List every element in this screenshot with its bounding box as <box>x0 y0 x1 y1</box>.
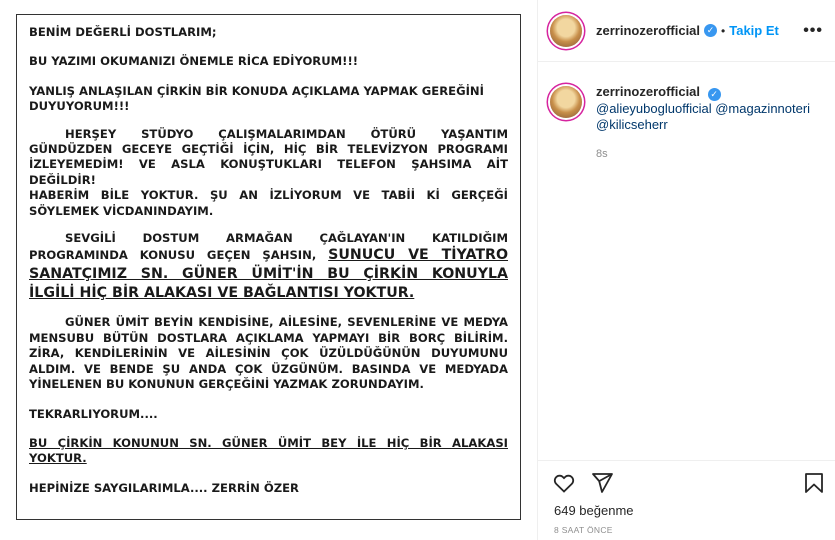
doc-line: YOKTUR. <box>29 451 87 466</box>
doc-line: TEKRARLIYORUM.... <box>29 406 158 421</box>
doc-line: DUYUYORUM!!! <box>29 99 130 114</box>
paper-plane-icon[interactable] <box>590 471 614 495</box>
doc-line: HABERİM BİLE YOKTUR. ŞU AN İZLİYORUM VE TABİİ Kİ GERÇEĞİ <box>29 188 508 203</box>
more-options-icon[interactable]: ••• <box>803 22 823 39</box>
doc-line: SÖYLEMEK VİCDANINDAYIM. <box>29 203 214 218</box>
doc-line: İZLEYEMEDİM! VE ASLA KONUŞTUKLARI TELEFON ŞAHSIMA AİT DEĞİLDİR! <box>29 157 508 187</box>
doc-line <box>29 246 508 265</box>
doc-highlight: SUNUCU VE TİYATRO <box>328 247 509 264</box>
doc-line: BENİM DEĞERLİ DOSTLARIM; <box>29 25 217 39</box>
caption-text <box>596 84 810 133</box>
username-link[interactable]: zerrinozerofficial <box>596 23 701 38</box>
doc-text: PROGRAMINDA KONUSU GEÇEN ŞAHSIN, <box>29 248 329 263</box>
doc-line: GÜNDÜZDEN GECEYE GEÇTİĞİ İÇİN, HİÇ BİR TELEVİZYON PROGRAMI <box>29 142 508 157</box>
doc-line: YANLIŞ ANLAŞILAN ÇİRKİN BİR KONUDA AÇIKLAMA YAPMAK GEREĞİNİ <box>29 83 484 98</box>
statement-document <box>16 14 521 520</box>
doc-line: BU ÇİRKİN KONUNUN SN. GÜNER ÜMİT BEY İLE HİÇ BİR ALAKASI <box>29 435 508 450</box>
doc-line: MENSUBU BÜTÜN DOSTLARA AÇIKLAMA YAPMAYI BİR BORÇ BİLİRİM. <box>29 330 508 345</box>
verified-badge-icon: ✓ <box>708 88 721 101</box>
avatar[interactable] <box>550 86 582 118</box>
follow-button[interactable]: Takip Et <box>729 23 779 38</box>
doc-line: HEPİNİZE SAYGILARIMLA.... ZERRİN ÖZER <box>29 480 299 495</box>
avatar[interactable] <box>550 15 582 47</box>
doc-line: SANATÇIMIZ SN. GÜNER ÜMİT'İN BU ÇİRKİN KONUYLA <box>29 266 508 283</box>
mention-link[interactable]: @magazinnoteri <box>715 101 811 116</box>
doc-line: ALDIM. VE BENDE ŞU ANDA ÇOK ÜZGÜNÜM. BASINDA VE MEDYADA <box>29 361 508 376</box>
doc-line: SEVGİLİ DOSTUM ARMAĞAN ÇAĞLAYAN'IN KATILDIĞIM <box>65 231 508 246</box>
post-side-panel <box>537 0 835 540</box>
doc-line: BU YAZIMI OKUMANIZI ÖNEMLE RİCA EDİYORUM!!! <box>29 54 359 69</box>
heart-icon[interactable] <box>552 471 576 495</box>
doc-line: İLGİLİ HİÇ BİR ALAKASI VE BAĞLANTISI YOKTUR. <box>29 285 415 302</box>
separator-dot: • <box>721 23 726 38</box>
post-timestamp: 8 SAAT ÖNCE <box>554 525 613 535</box>
doc-line: GÜNER ÜMİT BEYİN KENDİSİNE, AİLESİNE, SEVENLERİNE VE MEDYA <box>65 315 508 330</box>
caption-username-link[interactable]: zerrinozerofficial <box>596 84 701 99</box>
like-count[interactable]: 649 beğenme <box>554 503 634 518</box>
doc-line: ZİRA, KENDİLERİNİN VE AİLESİNİN ÇOK ÜZÜLDÜĞÜNÜN DUYUMUNU <box>29 346 508 361</box>
verified-badge-icon: ✓ <box>704 24 717 37</box>
bookmark-icon[interactable] <box>802 471 826 495</box>
caption <box>550 84 826 133</box>
post-header <box>538 0 835 62</box>
mention-link[interactable]: @kilicseherr <box>596 117 668 132</box>
doc-line: HERŞEY STÜDYO ÇALIŞMALARIMDAN ÖTÜRÜ YAŞANTIM <box>65 126 508 141</box>
post-actions <box>538 460 835 540</box>
doc-line: YİNELENEN BU KONUNUN GERÇEĞİNİ YAZMAK ZORUNDAYIM. <box>29 377 424 392</box>
caption-timestamp: 8s <box>596 148 608 160</box>
mention-link[interactable]: @alieyubogluofficial <box>596 101 712 116</box>
